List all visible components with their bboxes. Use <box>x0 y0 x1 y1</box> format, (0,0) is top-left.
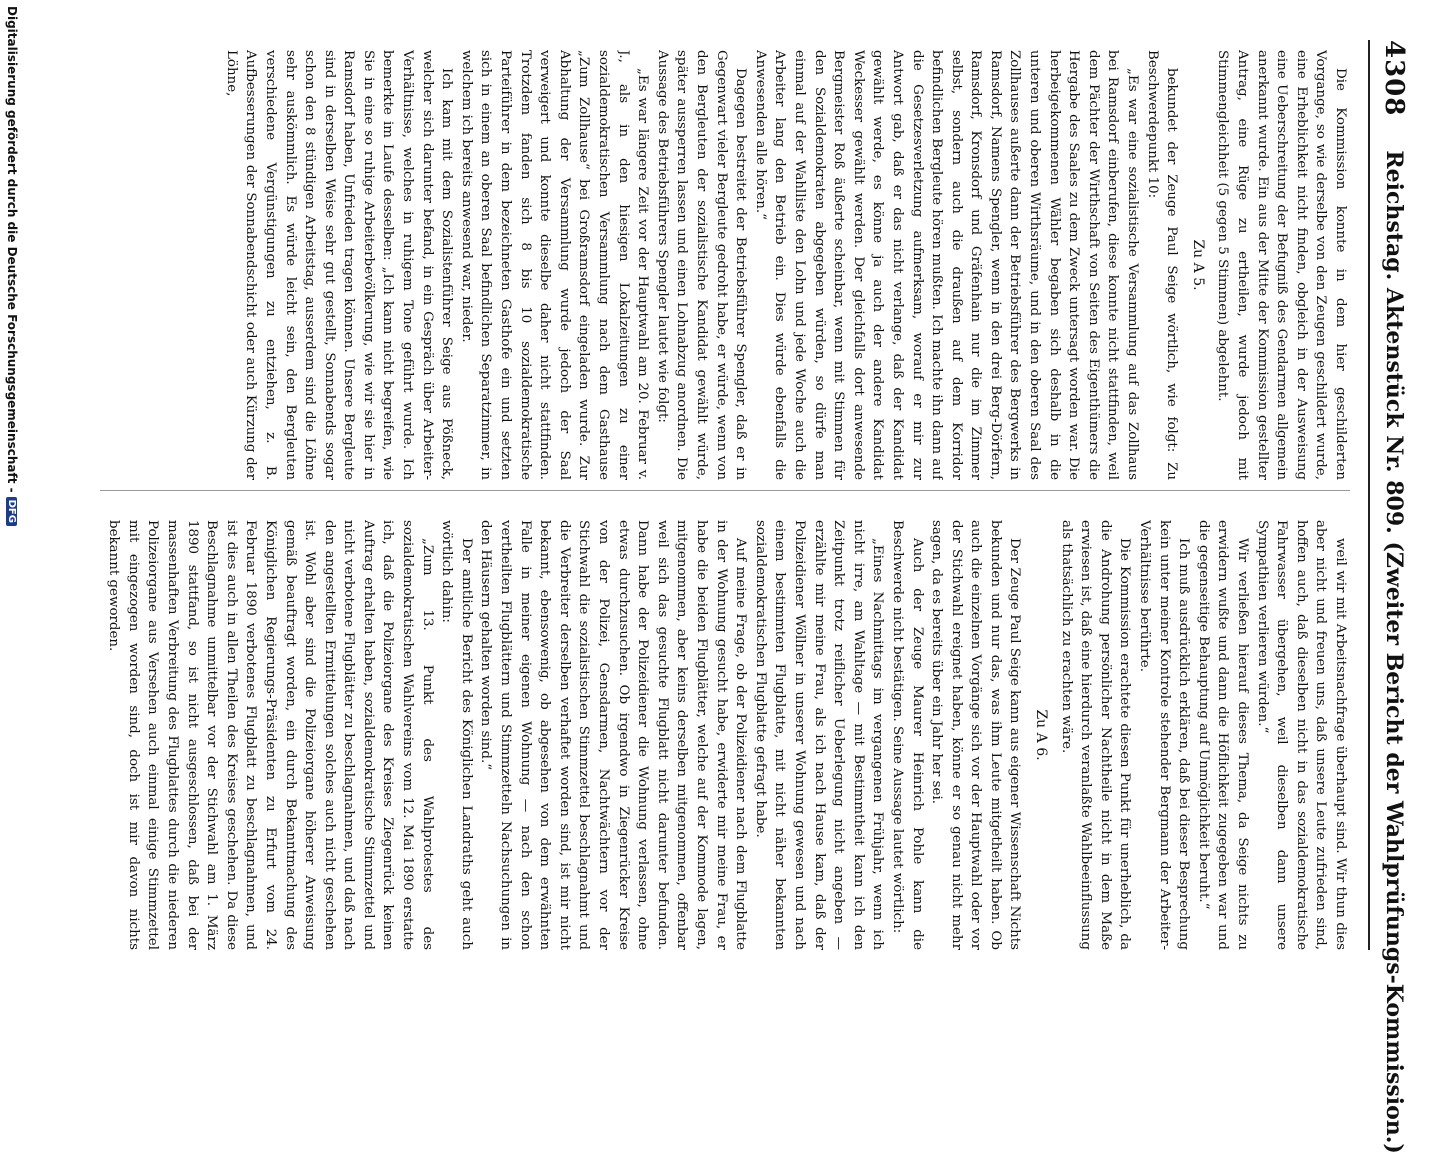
paragraph: Der amtliche Bericht des Königlichen Landraths geht auch wörtlich dahin: <box>439 520 474 950</box>
paragraph: „Zum 13. Punkt des Wahlprotestes des sozialdemokratischen Wahlvereins vom 12. Mai 1890 erstatte ich, daß die Polizeiorgane des Kreises Ziegenrück keinen Auftrag erhalten haben, sozialdemokratische Stimmzettel und nicht verbotene Flugblätter zu beschlagnahmen, und daß nach den angestellten Ermittelungen solches auch nicht geschehen ist. Wohl aber sind die Polizeiorgane höherer Anweisung gemäß beauftragt worden, ein durch Bekanntmachung des Königlichen Regierungs-Präsidenten zu Erfurt vom 24. Februar 1890 verbotenes Flugblatt zu beschlagnahmen, und ist dies auch in allen Theilen des Kreises geschehen. Da diese Beschlagnahme unmittelbar vor der Stichwahl am 1. März 1890 stattfand, so ist nicht ausgeschlossen, daß bei der massenhaften Verbreitung des Flugblattes durch die niederen Polizeiorgane aus Versehen auch einmal einige Stimmzettel mit eingezogen worden sind, doch ist mir davon nichts bekannt geworden. <box>106 520 435 950</box>
paragraph: Die Kommission konnte in dem hier geschilderten Vorgange, so wie derselbe von den Zeugen geschildert wurde, eine Erheblichkeit nicht finden, obgleich in der Ausweisung eine Ueberschreitung der Befugniß des Gendarmen allgemein anerkannt wurde. Ein aus der Mitte der Kommission gestellter Antrag, eine Rüge zu ertheilen, wurde jedoch mit Stimmengleichheit (5 gegen 5 Stimmen) abgelehnt. <box>1215 50 1348 480</box>
paragraph: Ich kam mit dem Sozialistenführer Seige aus Pößneck, welcher sich darunter befand, in ein Gespräch über Arbeiter-Verhältnisse, welches in ruhigem Tone geführt wurde. Ich bemerkte im Laufe desselben: „Ich kann nicht begreifen, wie Sie in eine so ruhige Arbeiterbevölkerung, wie wir sie hier in Ramsdorf haben, Unfrieden tragen können. Unsere Bergleute sind in derselben Weise sehr gut gestellt, Sonnabends sogar schon den 8 stündigen Arbeitstag, ausserdem sind die Löhne sehr auskömmlich. Es würde leicht sein, den Bergleuten verschiedene Vergünstigungen zu entziehen, z. B. Aufbesserungen der Sonnabendschicht oder auch Kürzung der Löhne, <box>223 50 455 480</box>
section-heading: Zu A 5. <box>1189 239 1206 291</box>
page-number: 4308 <box>1379 40 1409 117</box>
paragraph: „Eines Nachmittags im vergangenen Frühjahr, wenn ich nicht irre, am Wahltage — mit Bestimmtheit kann ich den Zeitpunkt trotz reiflicher Ueberlegung nicht angeben — erzählte mir meine Frau, als ich nach Hause kam, daß der Polizeidiener Wöllner in unserer Wohnung gewesen und nach einem bestimmten Flugblatte, mit nicht näher bekannten sozialdemokratischen Flugblatte gefragt habe. <box>752 520 886 950</box>
right-column <box>100 520 1350 950</box>
paragraph: weil wir mit Arbeitsnachfrage überhaupt sind. Wir thun dies aber nicht und freuen uns, daß unsere Leute zufrieden sind, hoffen auch, daß dieselben nicht in das sozialdemokratische Fahrwasser übergehen, weil dieselben dann unsere Sympathien verlieren würden.“ <box>1254 520 1348 950</box>
paragraph: Dagegen bestreitet der Betriebsführer Spengler, daß er in Gegenwart vieler Bergleute gedroht habe, er würde, wenn von den Bergleuten der sozialistische Kandidat gewählt würde, später aussperren lassen und einen Lohnabzug anordnen. Die Aussage des Betriebsführers Spengler lautet wie folgt: <box>654 50 749 480</box>
credit-text: Digitalisierung gefördert durch die Deutsche Forschungsgemeinschaft - <box>5 6 19 493</box>
page-title: Reichstag. Aktenstück Nr. 809. (Zweiter Bericht der Wahlprüfungs-Kommission.) <box>1381 150 1407 1154</box>
paragraph: „Es war längere Zeit vor der Hauptwahl am 20. Februar v. J., als in den hiesigen Lokalzeitungen zu einer sozialdemokratischen Versammlung nach dem Gasthause „Zum Zollhause“ bei Großramsdorf eingeladen wurde. Zur Abhaltung der Versammlung wurde jedoch der Saal verweigert und konnte dieselbe daher nicht stattfinden. Trotzdem fanden sich 8 bis 10 sozialdemokratische Parteiführer in dem bezeichneten Gasthofe ein und setzten sich in einem an oberen Saal befindlichen Separatzimmer, in welchem ich bereits anwesend war, nieder. <box>458 50 651 480</box>
paragraph: Die Kommission erachtete diesen Punkt für unerheblich, da die Androhung persönlicher Nachtheile nicht in dem Maße erwiesen ist, daß eine hierdurch veranlaßte Wahlbeeinflussung als thatsächlich zu erachten wäre. <box>1058 520 1133 950</box>
paragraph: bekundet der Zeuge Paul Seige wörtlich, wie folgt: Zu Beschwerdepunkt 10: <box>1144 50 1180 480</box>
paragraph: Der Zeuge Paul Seige kann aus eigener Wissenschaft Nichts bekunden und nur das, was ihm Leute mitgetheilt haben. Ob auch die einzelnen Vorgänge sich vor der Hauptwahl oder vor der Stichwahl ereignet haben, könne er so genau nicht mehr sagen, da es bereits über ein Jahr her sei. <box>929 520 1023 950</box>
section-heading: Zu A 6. <box>1033 709 1050 761</box>
header-rule <box>1368 40 1370 950</box>
paragraph: Auf meine Frage, ob der Polizeidiener nach dem Flugblatte in der Wohnung gesucht habe, erwiderte mir meine Frau, er habe die beiden Flugblätter, welche auf der Kommode lagen, mitgenommen, aber keins derselben mitgenommen, offenbar weil sich das gesuchte Flugblatt nicht darunter befunden. Dann habe der Polizeidiener die Wohnung verlassen, ohne etwas durchzusuchen. Ob irgendwo in Ziegenrücker Kreise von der Polizei, Gensdarmen, Nachtwächtern vor der Stichwahl die sozialistischen Stimmzettel beschlagnahmt und die Verbreiter derselben verhaftet worden sind, ist mir nicht bekannt, ebensowenig, ob abgesehen von dem erwähnten Falle in meiner eigenen Wohnung — nach den schon vertheilten Flugblättern und Stimmzetteln Nachsuchungen in den Häusern gehalten worden sind.“ <box>478 520 749 950</box>
paragraph: Wir verließen hierauf dieses Thema, da Seige nichts zu erwidern wußte und dann die Höflichkeit zugegeben war und die gegenseitige Behauptung auf Unmöglichkeit beruht.“ <box>1195 520 1251 950</box>
paragraph: „Es war eine sozialistische Versammlung auf das Zollhaus bei Ramsdorf einberufen, diese konnte nicht stattfinden, weil dem Pächter der Wirthschaft von Seiten des Eigenthümers die Hergabe des Saales zu dem Zweck untersagt worden war. Die herbeigekommenen Wähler begaben sich deshalb in die unteren und oberen Wirthsräume, und in den oberen Saal des Zollhauses außerte dann der Betriebsführer des Bergwerks in Ramsdorf, Namens Spengler, wenn in den drei Berg-Dörfern, Ramsdorf, Kronsdorf und Gräfenhain nur die im Zimmer selbst, sondern auch die draußen auf dem Korridor befindlichen Bergleute hören mußten. Ich machte ihn dann auf die Gesetzesverletzung aufmerksam, worauf er mir zur Antwort gab, daß er das nicht verlange, daß der Kandidat gewählt werde, es könne ja auch der andere Kandidat Weckesser gewählt werden. Der gleichfalls dort anwesende Bergmeister Roß äußerte scheinbar, wenn mit Stimmen für den Sozialdemokraten abgegeben würden, so dürfe man einmal auf der Wahlliste den Lohn und jede Woche auch die Arbeiter lang den Betrieb ein. Dies würde ebenfalls die Anwesenden alle hören.“ <box>752 50 1141 480</box>
paragraph: Ich muß ausdrücklich erklären, daß bei dieser Besprechung kein unter meiner Kontrole stehender Bergmann der Arbeiter-Verhältnisse berührte. <box>1137 520 1192 950</box>
dfg-logo: DFG <box>7 497 18 526</box>
digitization-credit <box>2 0 22 1006</box>
left-column <box>100 50 1350 480</box>
column-divider <box>100 490 1350 491</box>
paragraph: Auch der Zeuge Maurer Heinrich Pohle kann die Beschwerde nicht bestätigen. Seine Aussage lautet wörtlich: <box>889 520 925 950</box>
page-header <box>1374 40 1414 1154</box>
